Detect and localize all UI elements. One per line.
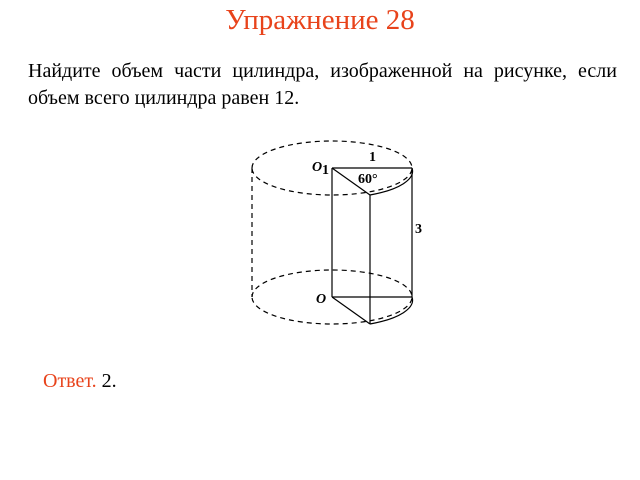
slide-title: Упражнение 28: [225, 4, 415, 36]
label-o1-sub: 1: [322, 163, 329, 178]
bottom-sector-arc: [370, 297, 413, 324]
label-height: 3: [415, 222, 422, 237]
label-angle: 60°: [358, 172, 378, 187]
label-o1: O: [312, 160, 323, 175]
bottom-radius-angled: [332, 297, 370, 324]
answer-value: 2.: [101, 370, 117, 392]
answer-label: Ответ.: [43, 370, 97, 392]
label-o: O: [316, 292, 327, 307]
label-radius: 1: [369, 150, 376, 165]
cylinder-figure: [240, 140, 440, 340]
problem-text: Найдите объем части цилиндра, изображенной на рисунке, если объем всего цилиндра равен 12.: [28, 60, 617, 109]
answer: [43, 368, 117, 394]
